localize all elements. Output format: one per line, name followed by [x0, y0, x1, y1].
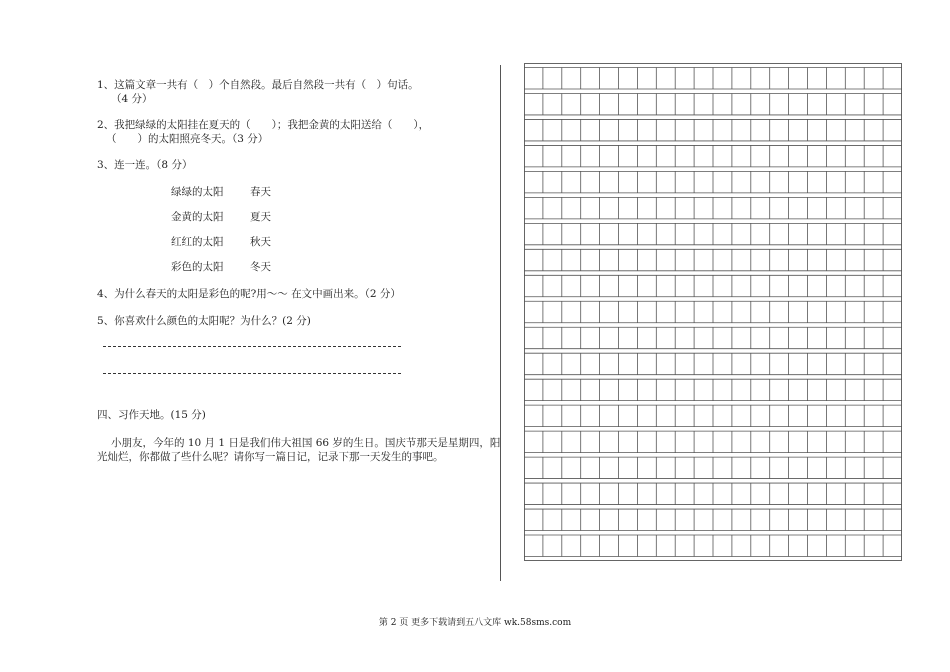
question-2-text: 2、我把绿绿的太阳挂在夏天的（ ）；我把金黄的太阳送给（ ）， — [97, 119, 430, 131]
writing-grid-svg[interactable] — [524, 63, 902, 561]
match-left-column — [171, 185, 224, 285]
question-3-title: 3、连一连。（8 分） — [97, 159, 193, 171]
match-right-item: 春天 — [250, 186, 271, 198]
question-4-text: 4、为什么春天的太阳是彩色的呢?用～～ 在文中画出来。（2 分） — [97, 288, 401, 300]
match-right-item: 秋天 — [250, 236, 271, 248]
question-1-score: （4 分） — [111, 93, 153, 105]
writing-grid[interactable] — [524, 63, 902, 561]
question-1-text: 1、这篇文章一共有（ ）个自然段。最后自然段一共有（ ）句话。 — [97, 79, 419, 91]
question-2-continued: （ ）的太阳照亮冬天。（3 分） — [106, 133, 269, 145]
match-left-item: 彩色的太阳 — [171, 261, 224, 273]
answer-line-2[interactable] — [103, 373, 401, 374]
page-footer: 第 2 页 更多下载请到五八文库 wk.58sms.com — [378, 618, 572, 628]
writing-prompt-line-2: 光灿烂，你都做了些什么呢？请你写一篇日记，记录下那一天发生的事吧。 — [97, 451, 444, 463]
answer-line-1[interactable] — [103, 346, 401, 347]
writing-prompt-line-1: 小朋友，今年的 10 月 1 日是我们伟大祖国 66 岁的生日。国庆节那天是星期四，阳 — [111, 437, 501, 449]
match-right-column — [250, 185, 271, 285]
match-left-item: 金黄的太阳 — [171, 211, 224, 223]
match-left-item: 红红的太阳 — [171, 236, 224, 248]
column-divider — [500, 65, 501, 581]
match-left-item: 绿绿的太阳 — [171, 186, 224, 198]
match-right-item: 夏天 — [250, 211, 271, 223]
writing-heading: 四、习作天地。(15 分) — [97, 409, 206, 421]
match-right-item: 冬天 — [250, 261, 271, 273]
question-5-text: 5、你喜欢什么颜色的太阳呢？为什么？(2 分) — [97, 315, 311, 327]
